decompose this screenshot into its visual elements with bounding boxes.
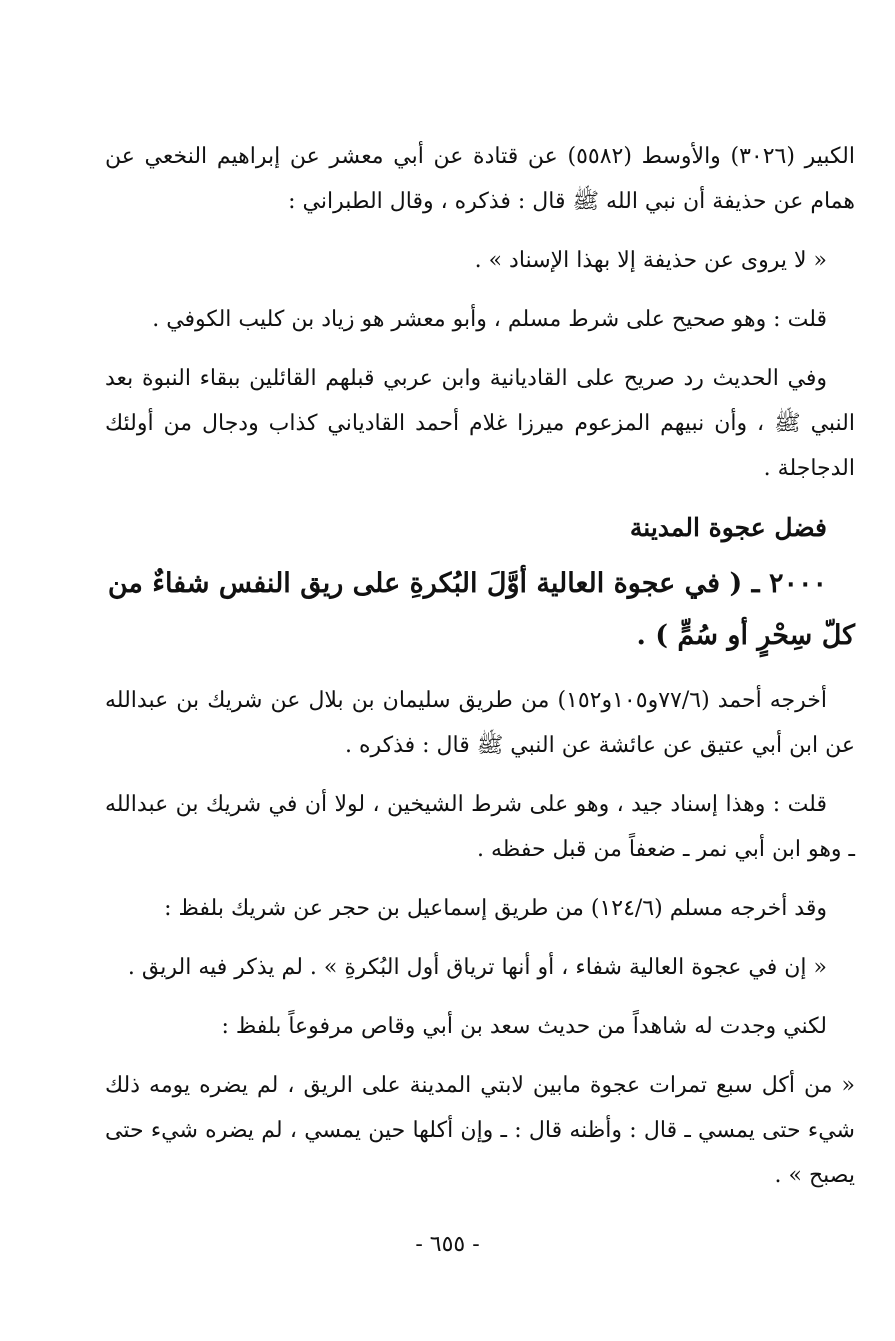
hadith-text: ٢٠٠٠ ـ ( في عجوة العالية أوَّلَ البُكرةِ على ريق النفس شفاءٌ من كلّ سِحْرٍ أو سُمٍّ ) . bbox=[107, 568, 855, 651]
page-number: - ٦٥٥ - bbox=[415, 1232, 480, 1257]
paragraph-continuation: الكبير (٣٠٢٦) والأوسط (٥٥٨٢) عن قتادة عن أبي معشر عن إبراهيم النخعي عن همام عن حذيفة أن نبي الله ﷺ قال : فذكره ، وقال الطبراني : bbox=[105, 144, 855, 214]
quote-tabarani: « لا يروى عن حذيفة إلا بهذا الإسناد » . bbox=[474, 248, 827, 273]
paragraph-shahid: لكني وجدت له شاهداً من حديث سعد بن أبي وقاص مرفوعاً بلفظ : bbox=[221, 1014, 827, 1039]
quote-saad: « من أكل سبع تمرات عجوة مابين لابتي المدينة على الريق ، لم يضره يومه ذلك شيء حتى يمسي ـ قال : وأظنه قال : ـ وإن أكلها حين يمسي ، لم يضره شيء حتى يصبح » . bbox=[105, 1073, 856, 1188]
paragraph-comment: قلت : وهو صحيح على شرط مسلم ، وأبو معشر هو زياد بن كليب الكوفي . bbox=[152, 307, 827, 332]
paragraph-isnad: قلت : وهذا إسناد جيد ، وهو على شرط الشيخين ، لولا أن في شريك بن عبدالله ـ وهو ابن أبي نمر ـ ضعفاً من قبل حفظه . bbox=[105, 792, 855, 862]
paragraph-qadianiyya: وفي الحديث رد صريح على القاديانية وابن عربي قبلهم القائلين ببقاء النبوة بعد النبي ﷺ ، وأن نبيهم المزعوم ميرزا غلام أحمد القادياني كذاب ودجال من أولئك الدجاجلة . bbox=[105, 366, 855, 481]
quote-muslim: « إن في عجوة العالية شفاء ، أو أنها ترياق أول البُكرةِ » . لم يذكر فيه الريق . bbox=[127, 955, 827, 980]
section-heading: فضل عجوة المدينة bbox=[629, 513, 827, 542]
paragraph-takhrij: أخرجه أحمد (٧٧/٦و١٠٥و١٥٢) من طريق سليمان بن بلال عن شريك بن عبدالله عن ابن أبي عتيق عن عائشة عن النبي ﷺ قال : فذكره . bbox=[105, 688, 855, 758]
page-body bbox=[105, 134, 855, 1212]
paragraph-muslim: وقد أخرجه مسلم (١٢٤/٦) من طريق إسماعيل بن حجر عن شريك بلفظ : bbox=[164, 896, 827, 921]
